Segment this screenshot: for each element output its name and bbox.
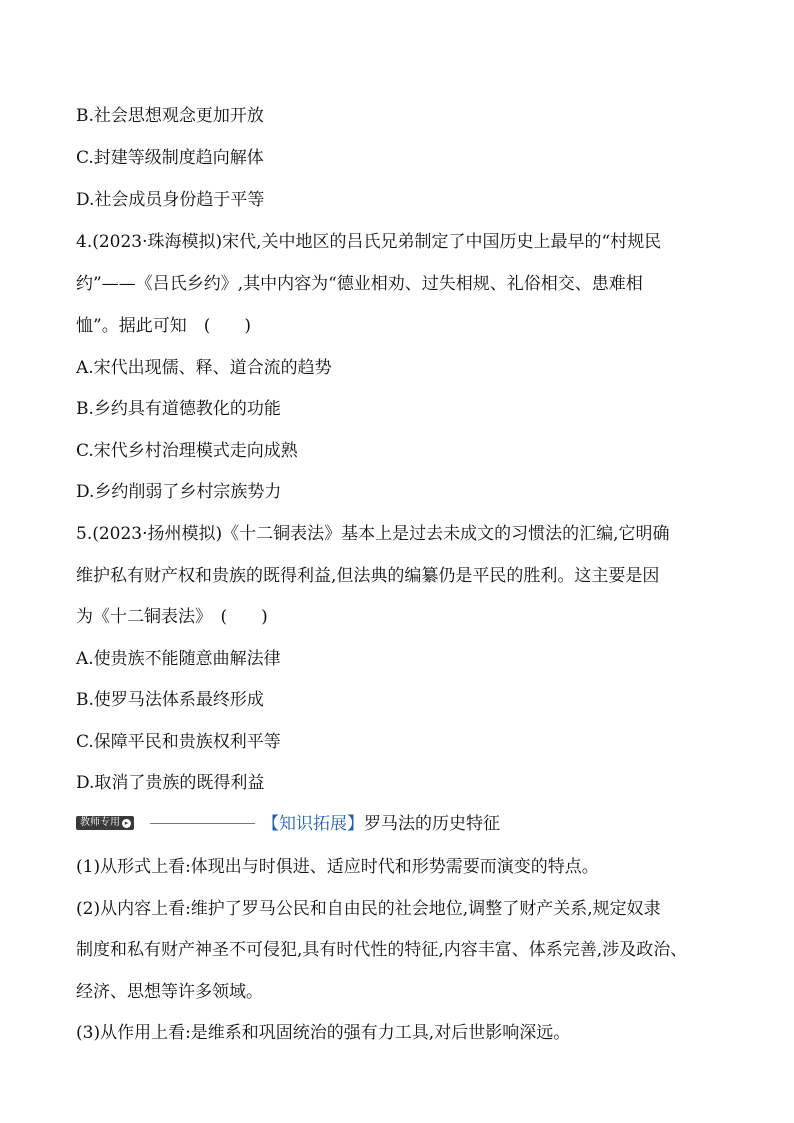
circle-arrow-icon: ▸ — [122, 819, 131, 828]
option-b-q4: B.乡约具有道德教化的功能 — [76, 399, 281, 419]
option-a-q4: A.宋代出现儒、释、道合流的趋势 — [76, 358, 332, 378]
extension-label: 【知识拓展】 — [262, 814, 364, 834]
section-divider — [150, 823, 255, 824]
option-c-q4: C.宋代乡村治理模式走向成熟 — [76, 441, 298, 461]
point-2-line-3: 经济、思想等许多领域。 — [76, 982, 263, 1002]
option-d-q3: D.社会成员身份趋于平等 — [76, 190, 265, 210]
extension-heading — [262, 812, 500, 836]
option-b-q5: B.使罗马法体系最终形成 — [76, 690, 264, 710]
option-b-q3: B.社会思想观念更加开放 — [76, 106, 264, 126]
point-1: (1)从形式上看:体现出与时俱进、适应时代和形势需要而演变的特点。 — [76, 857, 599, 877]
teacher-only-label: 教师专用 — [80, 817, 120, 828]
question-5-line-1: 5.(2023·扬州模拟)《十二铜表法》基本上是过去未成文的习惯法的汇编,它明确 — [76, 524, 670, 544]
option-d-q4: D.乡约削弱了乡村宗族势力 — [76, 482, 282, 502]
question-4-line-2: 约”——《吕氏乡约》,其中内容为“德业相劝、过失相规、礼俗相交、患难相 — [76, 274, 643, 294]
question-5-line-2: 维护私有财产权和贵族的既得利益,但法典的编纂仍是平民的胜利。这主要是因 — [76, 566, 660, 586]
point-3: (3)从作用上看:是维系和巩固统治的强有力工具,对后世影响深远。 — [76, 1023, 571, 1043]
question-4-line-1: 4.(2023·珠海模拟)宋代,关中地区的吕氏兄弟制定了中国历史上最早的“村规民 — [76, 232, 662, 252]
teacher-only-badge — [76, 816, 134, 830]
option-a-q5: A.使贵族不能随意曲解法律 — [76, 649, 281, 669]
question-5-line-3: 为《十二铜表法》 ( ) — [76, 607, 268, 627]
question-4-line-3: 恤”。据此可知 ( ) — [76, 316, 251, 336]
extension-title: 罗马法的历史特征 — [364, 814, 500, 834]
point-2-line-2: 制度和私有财产神圣不可侵犯,具有时代性的特征,内容丰富、体系完善,涉及政治、 — [76, 940, 688, 960]
option-d-q5: D.取消了贵族的既得利益 — [76, 773, 265, 793]
option-c-q5: C.保障平民和贵族权利平等 — [76, 732, 281, 752]
point-2-line-1: (2)从内容上看:维护了罗马公民和自由民的社会地位,调整了财产关系,规定奴隶 — [76, 899, 661, 919]
option-c-q3: C.封建等级制度趋向解体 — [76, 148, 264, 168]
